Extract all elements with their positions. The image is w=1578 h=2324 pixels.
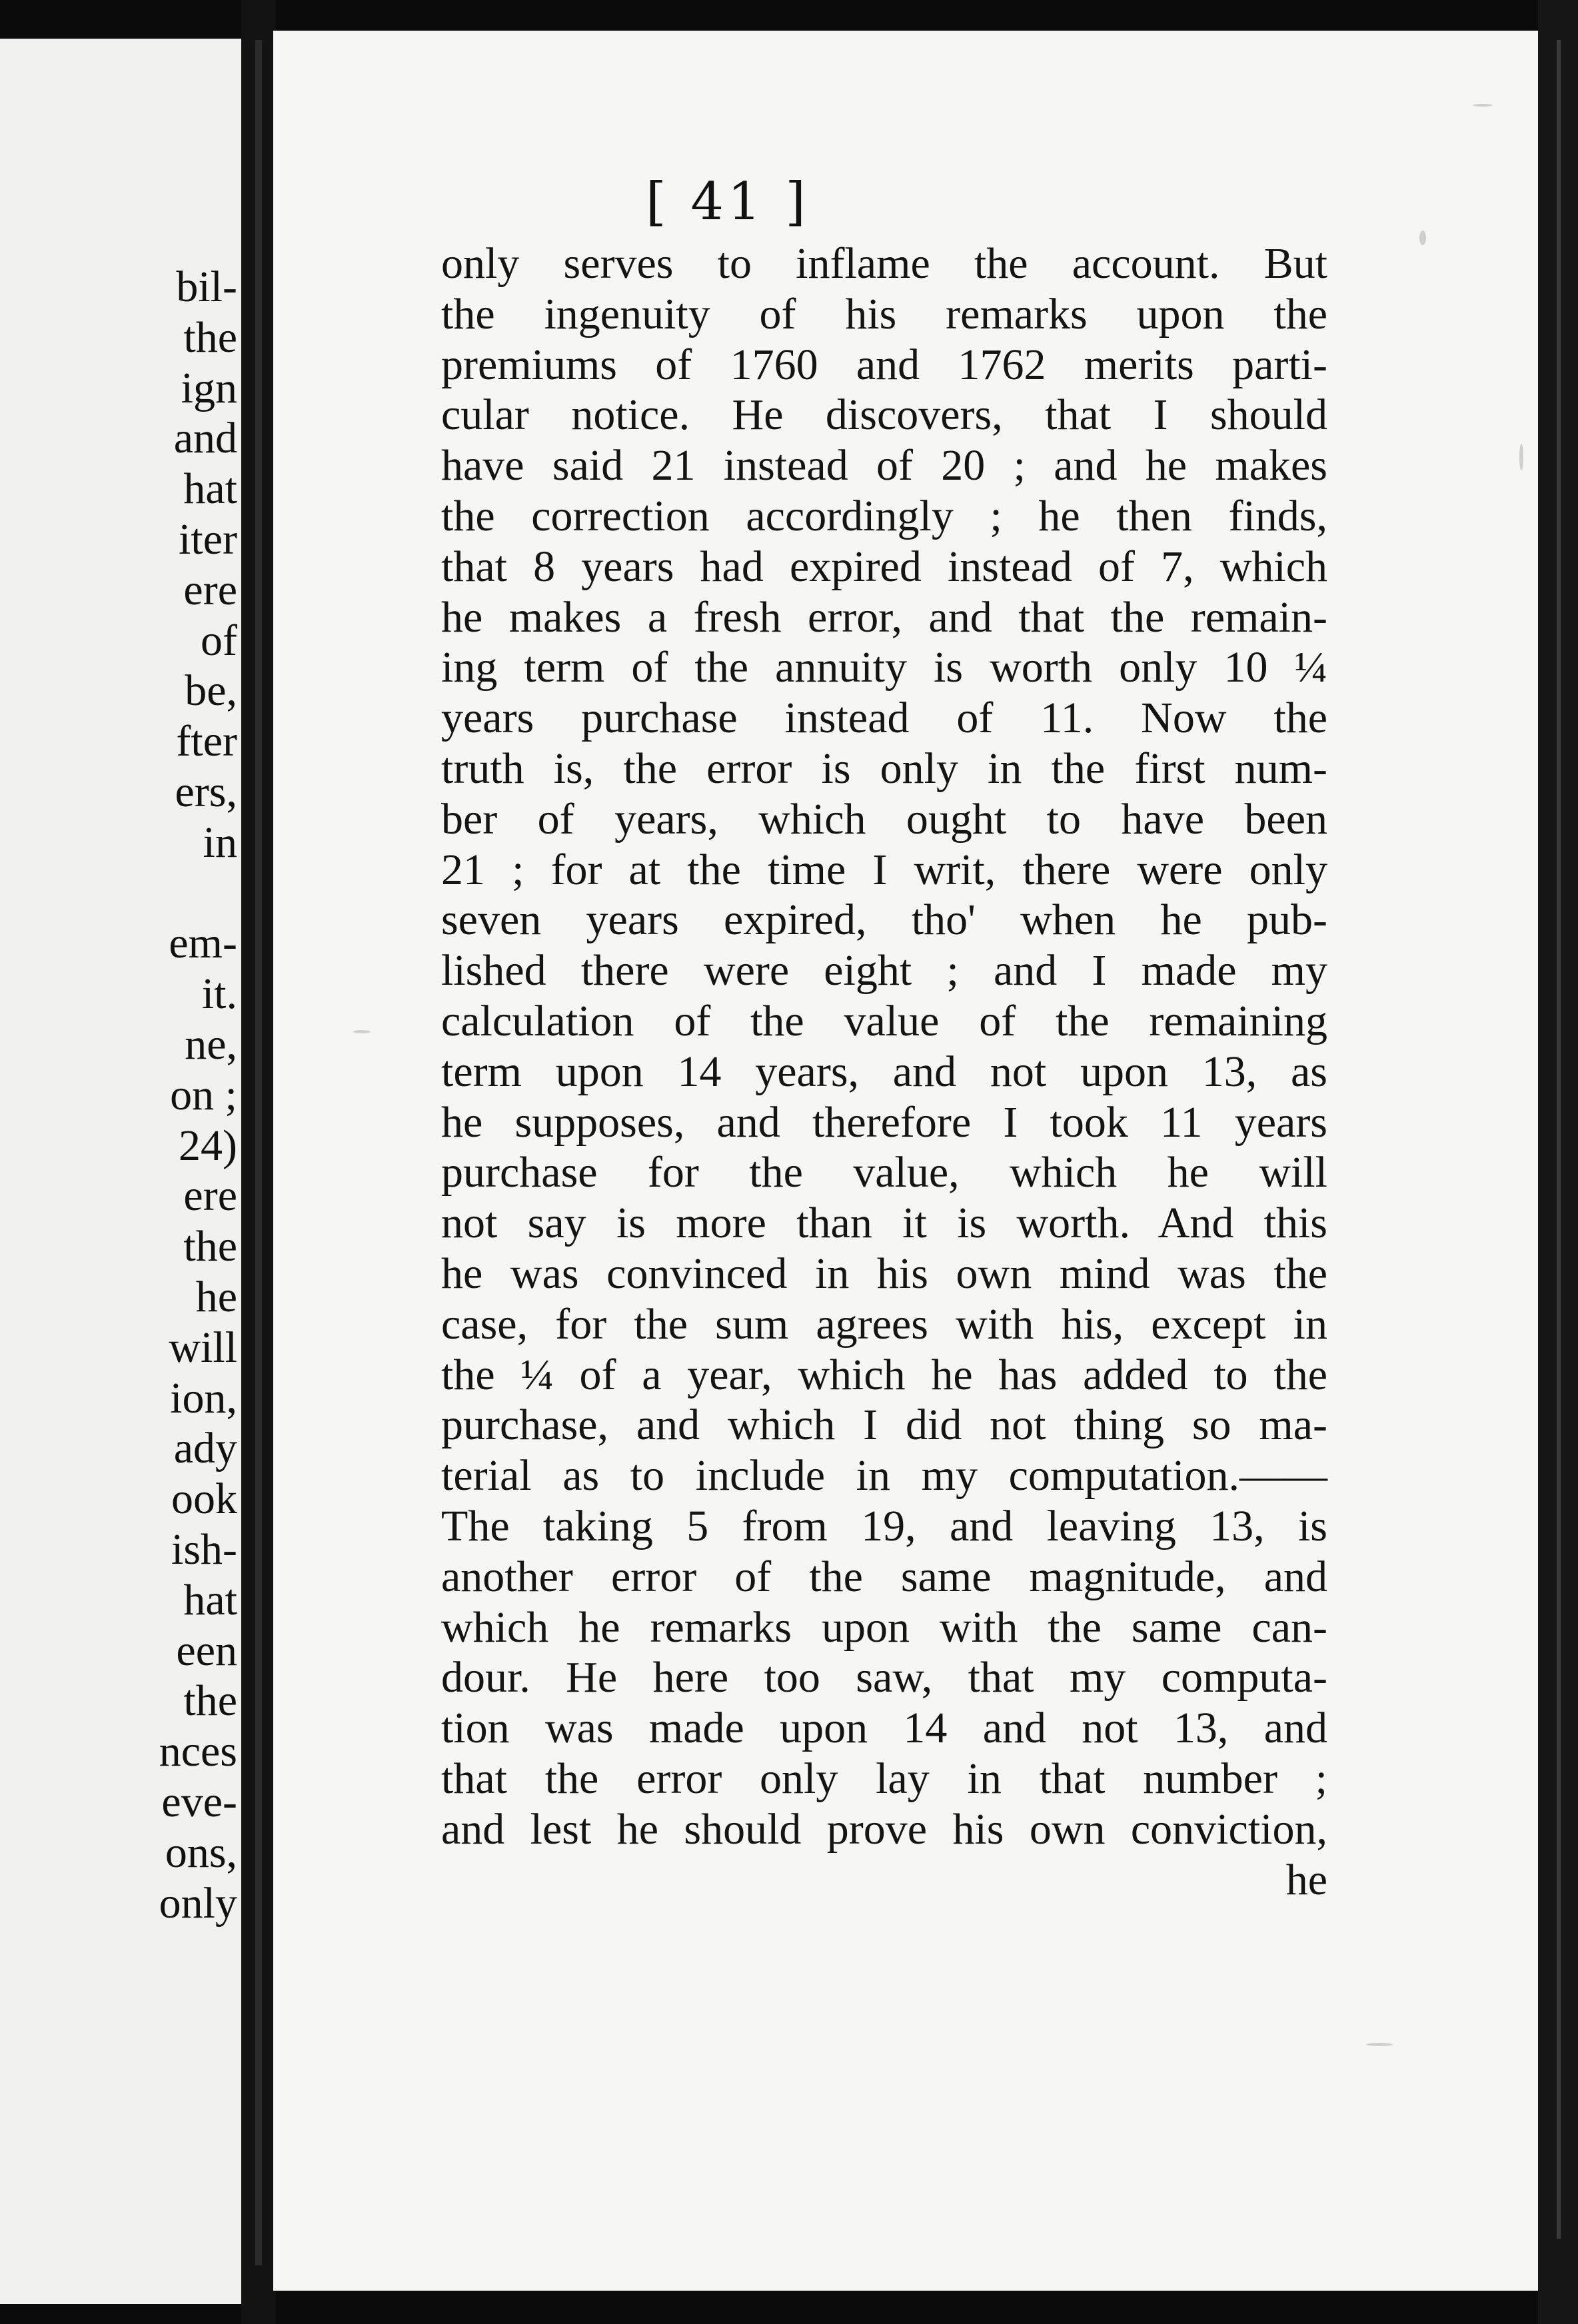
text-line: truth is, the error is only in the first num- (441, 744, 1327, 793)
facing-page-line-fragment: ign (181, 363, 237, 412)
text-line: tion was made upon 14 and not 13, and (441, 1704, 1327, 1753)
facing-page-text-fragments (0, 262, 241, 1928)
text-line: another error of the same magnitude, and (441, 1552, 1327, 1601)
text-line: calculation of the value of the remaining (441, 996, 1327, 1045)
text-line: he makes a fresh error, and that the remain- (441, 592, 1327, 642)
facing-page-line-fragment: he (195, 1272, 237, 1321)
text-line: The taking 5 from 19, and leaving 13, is (441, 1501, 1327, 1550)
text-line: only serves to inflame the account. But (441, 239, 1327, 288)
page-number: [ 41 ] (646, 172, 810, 232)
facing-page-line-fragment (0, 868, 241, 919)
gutter-fold (255, 40, 262, 2265)
facing-page-line-fragment: nces (159, 1727, 237, 1776)
body-text (441, 239, 1327, 1905)
facing-page-line-fragment: only (159, 1878, 237, 1928)
text-line: which he remarks upon with the same can- (441, 1602, 1327, 1652)
text-line: the ingenuity of his remarks upon the (441, 289, 1327, 338)
text-line: seven years expired, tho' when he pub- (441, 895, 1327, 945)
text-line: premiums of 1760 and 1762 merits parti- (441, 340, 1327, 389)
facing-page-line-fragment: the (183, 1222, 237, 1271)
text-line: cular notice. He discovers, that I should (441, 390, 1327, 440)
facing-page-line-fragment: ion, (170, 1373, 237, 1423)
text-line: terial as to include in my computation.—— (441, 1451, 1327, 1500)
page-number-header (0, 172, 1578, 232)
text-line: that the error only lay in that number ; (441, 1754, 1327, 1803)
facing-page-line-fragment: be, (185, 666, 237, 716)
facing-page-line-fragment: hat (183, 1575, 237, 1624)
text-line: ber of years, which ought to have been (441, 794, 1327, 844)
facing-page-line-fragment: and (173, 414, 237, 463)
facing-page-line-fragment: 24) (179, 1121, 237, 1170)
facing-page-line-fragment: em- (169, 919, 237, 968)
facing-page-line-fragment: ere (183, 1171, 237, 1221)
text-line: case, for the sum agrees with his, except in (441, 1299, 1327, 1349)
facing-page-line-fragment: ady (173, 1424, 237, 1473)
facing-page-line-fragment: on ; (170, 1070, 237, 1119)
text-line: term upon 14 years, and not upon 13, as (441, 1047, 1327, 1096)
facing-page-line-fragment: in (203, 818, 237, 867)
facing-page-left (0, 39, 241, 2304)
text-line: not say is more than it is worth. And this (441, 1199, 1327, 1248)
text-line: 21 ; for at the time I writ, there were only (441, 845, 1327, 894)
facing-page-line-fragment: ish- (171, 1524, 237, 1574)
facing-page-line-fragment: the (183, 312, 237, 362)
facing-page-line-fragment: the (183, 1676, 237, 1726)
text-line: have said 21 instead of 20 ; and he makes (441, 441, 1327, 490)
facing-page-line-fragment: bil- (176, 263, 237, 311)
facing-page-line-fragment: ere (183, 565, 237, 614)
text-line: the correction accordingly ; he then finds, (441, 491, 1327, 540)
text-line: he was convinced in his own mind was the (441, 1249, 1327, 1298)
page-edge-line (1557, 40, 1561, 2239)
facing-page-line-fragment: hat (183, 464, 237, 514)
catchword: he (1285, 1855, 1327, 1904)
text-line: purchase for the value, which he will (441, 1148, 1327, 1197)
text-line: dour. He here too saw, that my computa- (441, 1653, 1327, 1702)
text-line: lished there were eight ; and I made my (441, 946, 1327, 995)
facing-page-line-fragment: eve- (161, 1777, 237, 1826)
text-line: he supposes, and therefore I took 11 years (441, 1097, 1327, 1147)
text-line: ing term of the annuity is worth only 10 ¼ (441, 643, 1327, 692)
text-line: and lest he should prove his own conviction, (441, 1804, 1327, 1854)
facing-page-line-fragment: iter (179, 514, 237, 564)
facing-page-line-fragment: fter (176, 717, 237, 766)
facing-page-line-fragment: ook (171, 1474, 237, 1524)
facing-page-line-fragment: ons, (165, 1828, 237, 1877)
text-line: that 8 years had expired instead of 7, which (441, 542, 1327, 591)
facing-page-line-fragment: ers, (175, 767, 237, 816)
facing-page-line-fragment: it. (201, 969, 237, 1019)
facing-page-line-fragment: ne, (185, 1019, 237, 1069)
facing-page-line-fragment: een (176, 1626, 237, 1675)
text-line: years purchase instead of 11. Now the (441, 694, 1327, 743)
text-line: the ¼ of a year, which he has added to the (441, 1350, 1327, 1399)
text-line: purchase, and which I did not thing so ma- (441, 1401, 1327, 1450)
facing-page-line-fragment: of (201, 616, 237, 665)
facing-page-line-fragment: will (169, 1323, 237, 1372)
